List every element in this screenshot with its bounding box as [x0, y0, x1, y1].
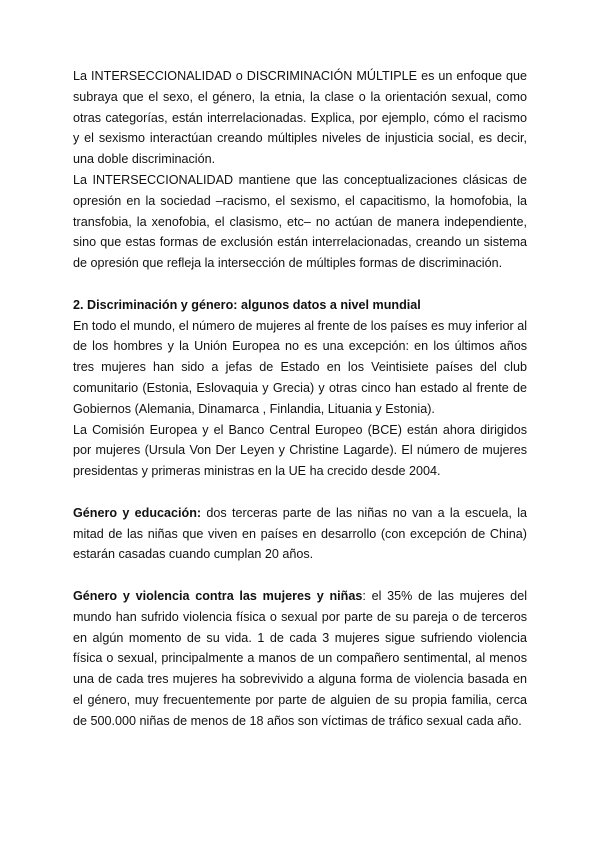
education-label: Género y educación:: [73, 505, 202, 520]
education-paragraph: [73, 503, 527, 565]
document-page: [73, 66, 527, 732]
paragraph-spacer: [73, 565, 527, 586]
intersectionality-paragraph: La INTERSECCIONALIDAD o DISCRIMINACIÓN MÚLTIPLE es un enfoque que subraya que el sexo, el género, la etnia, la clase o la orientación sexual, como otras categorías, están interrelacionadas. Explica, por ejemplo, cómo el racismo y el sexismo interactúan creando múltiples niveles de injusticia social, es decir, una doble discriminación.: [73, 69, 527, 167]
eu-institutions-paragraph: La Comisión Europea y el Banco Central Europeo (BCE) están ahora dirigidos por mujeres (Ursula Von Der Leyen y Christine Lagarde). El número de mujeres presidentas y primeras ministras en la UE ha crecido desde 2004.: [73, 422, 527, 479]
paragraph-spacer: [73, 482, 527, 503]
section-heading: 2. Discriminación y género: algunos datos a nivel mundial: [73, 297, 421, 312]
violence-paragraph: [73, 586, 527, 732]
intersectionality-oppression-paragraph: La INTERSECCIONALIDAD mantiene que las conceptualizaciones clásicas de opresión en la sociedad –racismo, el sexismo, el capacitismo, la homofobia, la transfobia, la xenofobia, el clasismo, etc– no actúan de manera independiente, sino que estas formas de exclusión están interrelacionadas, creando un sistema de opresión que refleja la intersección de múltiples formas de discriminación.: [73, 172, 527, 271]
education-text: dos terceras parte de las niñas no van a la escuela, la mitad de las niñas que viven en países en desarrollo (con excepción de China) estarán casadas cuando cumplan 20 años.: [73, 505, 527, 562]
violence-label: Género y violencia contra las mujeres y niñas: [73, 588, 363, 603]
women-leaders-paragraph: En todo el mundo, el número de mujeres al frente de los países es muy inferior al de los hombres y la Unión Europea no es una excepción: en los últimos años tres mujeres han sido a jefas de Estado en los Veintisiete países del club comunitario (Estonia, Eslovaquia y Grecia) y otras cinco han estado al frente de Gobiernos (Alemania, Dinamarca , Finlandia, Lituania y Estonia).: [73, 318, 527, 416]
violence-text: : el 35% de las mujeres del mundo han sufrido violencia física o sexual por parte de su pareja o de terceros en algún momento de su vida. 1 de cada 3 mujeres sigue sufriendo violencia física o sexual, principalmente a manos de un compañero sentimental, al menos una de cada tres mujeres ha sobrevivido a alguna forma de violencia basada en el género, muy frecuentemente por parte de alguien de su propia familia, cerca de 500.000 niñas de menos de 18 años son víctimas de tráfico sexual cada año.: [73, 588, 527, 728]
paragraph-spacer: [73, 274, 527, 295]
